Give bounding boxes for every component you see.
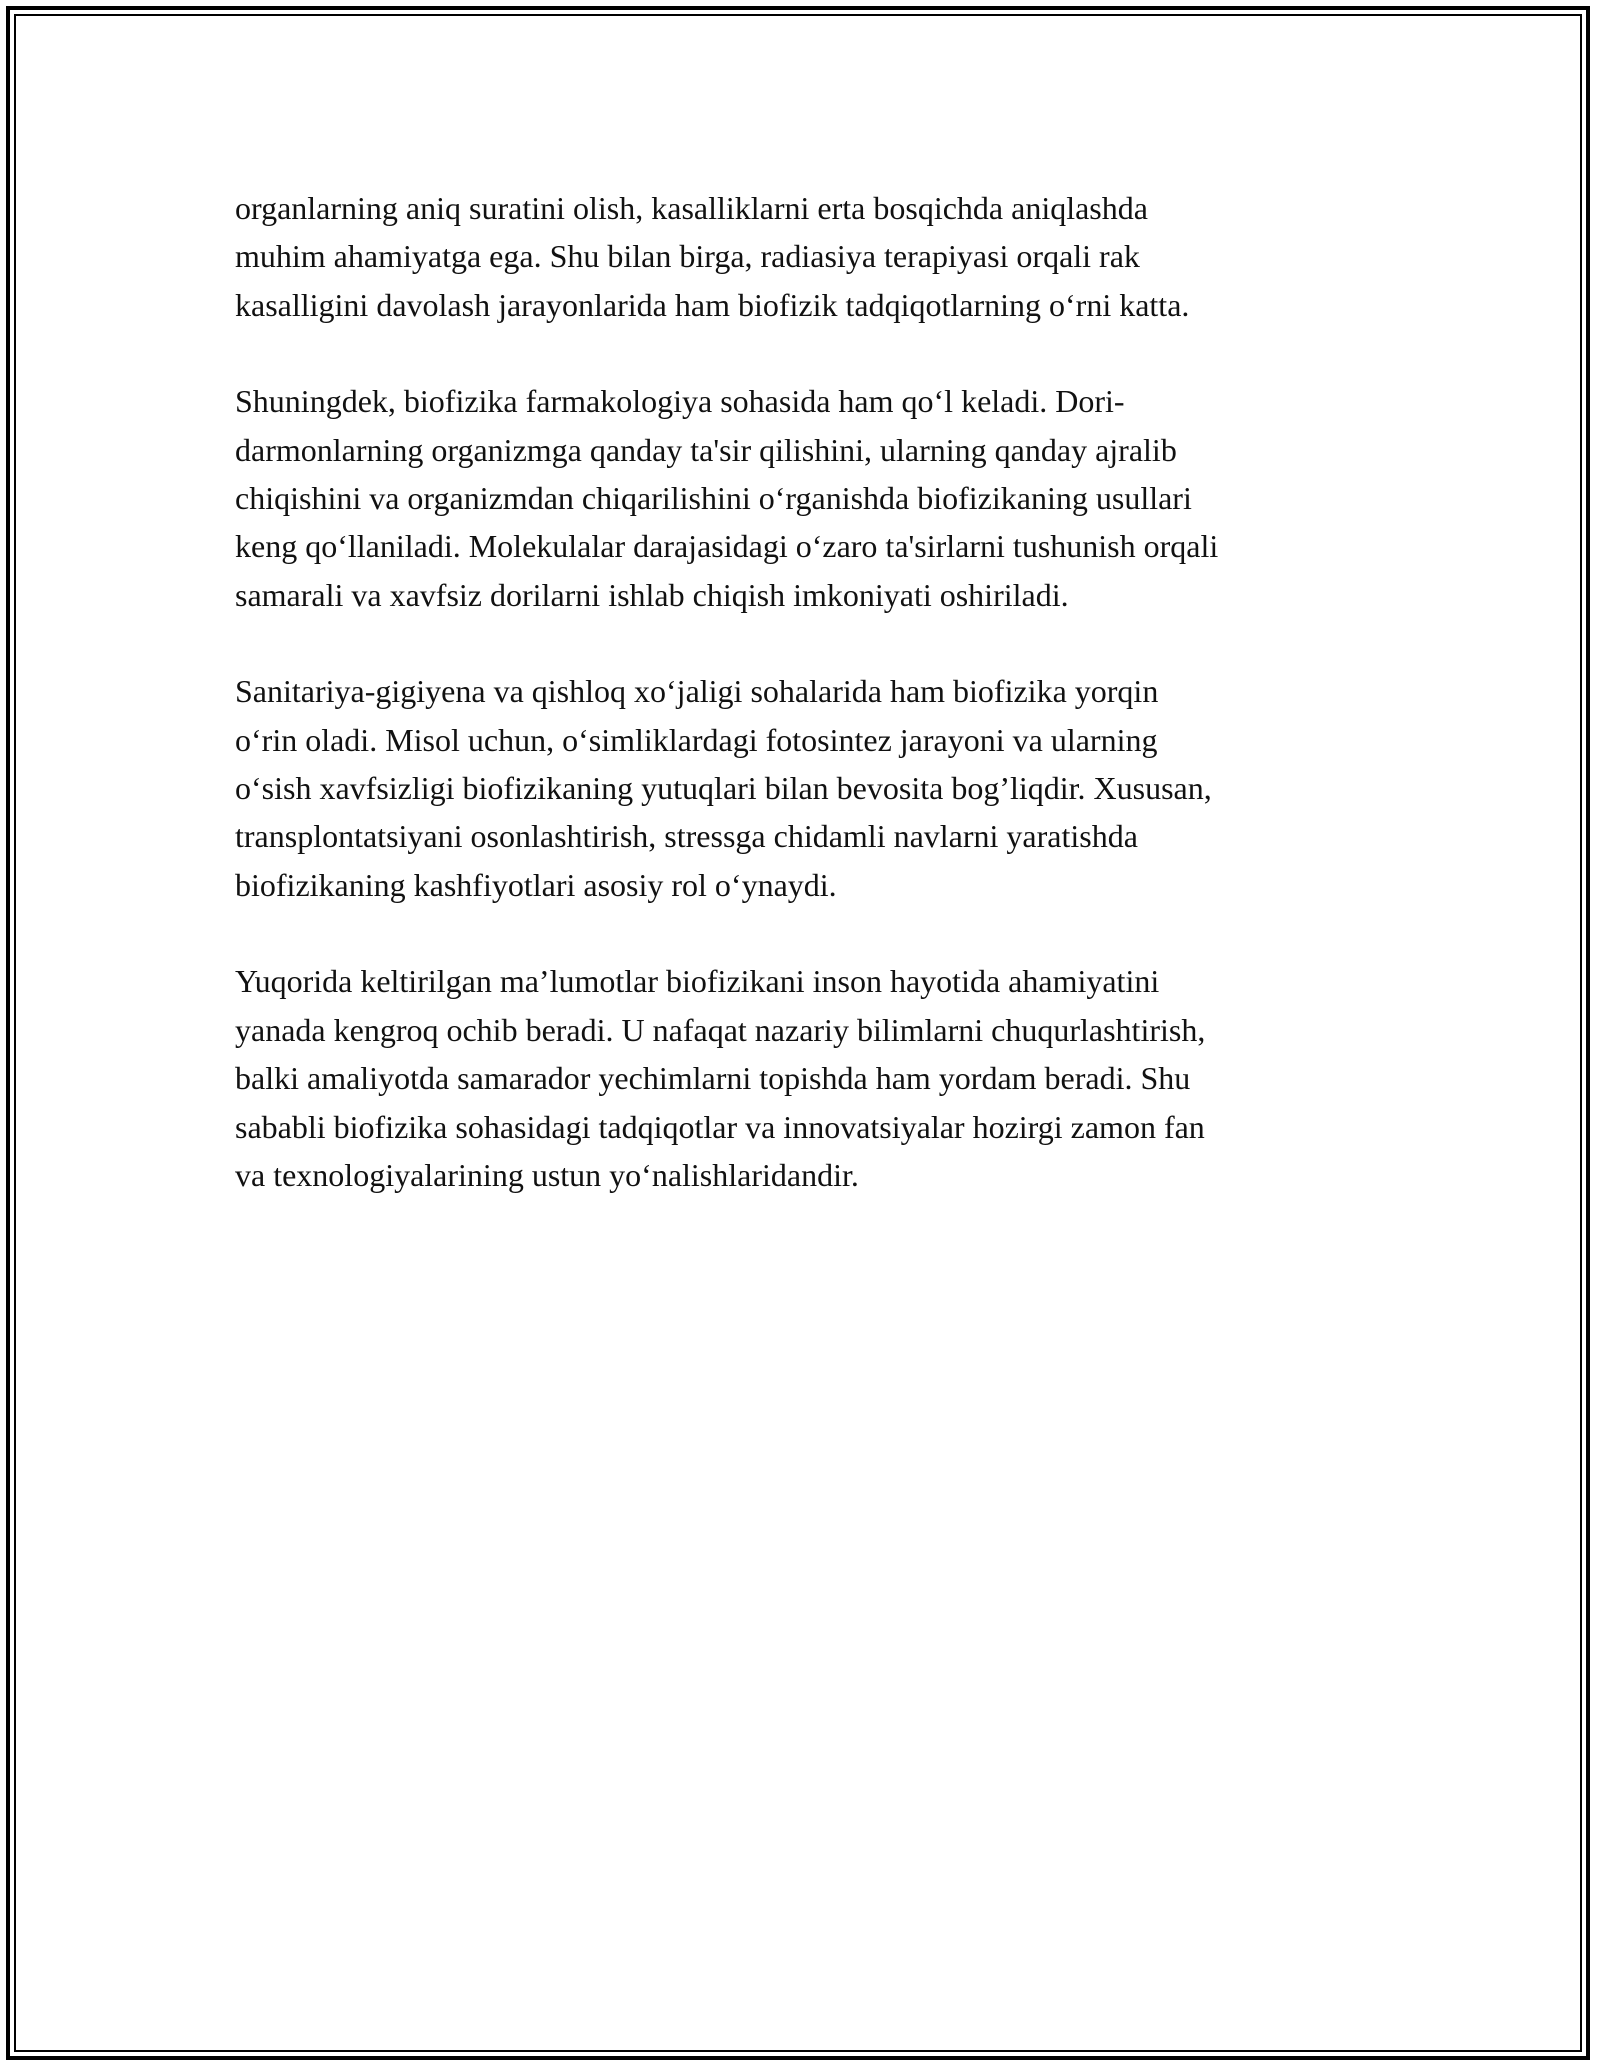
- text-line: organlarning aniq suratini olish, kasalliklarni erta bosqichda aniqlashda: [235, 190, 1148, 226]
- paragraph-1: [235, 184, 1375, 329]
- document-body: [235, 184, 1375, 1247]
- text-line: chiqishini va organizmdan chiqarilishini o‘rganishda biofizikaning usullari: [235, 480, 1192, 517]
- paragraph-2: [235, 377, 1375, 619]
- text-line: sababli biofizika sohasidagi tadqiqotlar va innovatsiyalar hozirgi zamon fan: [235, 1108, 1205, 1145]
- text-line: samarali va xavfsiz dorilarni ishlab chiqish imkoniyati oshiriladi.: [235, 576, 1069, 613]
- text-line: Yuqorida keltirilgan ma’lumotlar biofizikani inson hayotida ahamiyatini: [235, 963, 1160, 1000]
- text-line: o‘rin oladi. Misol uchun, o‘simliklardagi fotosintez jarayoni va ularning: [235, 721, 1158, 758]
- text-line: muhim ahamiyatga ega. Shu bilan birga, radiasiya terapiyasi orqali rak: [235, 238, 1140, 275]
- text-line: yanada kengroq ochib beradi. U nafaqat nazariy bilimlarni chuqurlashtirish,: [235, 1011, 1206, 1048]
- text-line: Shuningdek, biofizika farmakologiya sohasida ham qo‘l keladi. Dori-: [235, 383, 1125, 420]
- paragraph-4: [235, 957, 1375, 1199]
- paragraph-3: [235, 667, 1375, 909]
- text-line: Sanitariya-gigiyena va qishloq xo‘jaligi sohalarida ham biofizika yorqin: [235, 673, 1159, 710]
- text-line: o‘sish xavfsizligi biofizikaning yutuqlari bilan bevosita bog’liqdir. Xususan,: [235, 770, 1212, 807]
- text-line: balki amaliyotda samarador yechimlarni topishda ham yordam beradi. Shu: [235, 1060, 1191, 1097]
- text-line: kasalligini davolash jarayonlarida ham biofizik tadqiqotlarning o‘rni katta.: [235, 286, 1190, 323]
- text-line: keng qo‘llaniladi. Molekulalar darajasidagi o‘zaro ta'sirlarni tushunish orqali: [235, 528, 1219, 565]
- text-line: transplontatsiyani osonlashtirish, stressga chidamli navlarni yaratishda: [235, 818, 1138, 855]
- text-line: biofizikaning kashfiyotlari asosiy rol o‘ynaydi.: [235, 866, 837, 903]
- text-line: darmonlarning organizmga qanday ta'sir qilishini, ularning qanday ajralib: [235, 431, 1177, 468]
- text-line: va texnologiyalarining ustun yo‘nalishlaridandir.: [235, 1156, 859, 1193]
